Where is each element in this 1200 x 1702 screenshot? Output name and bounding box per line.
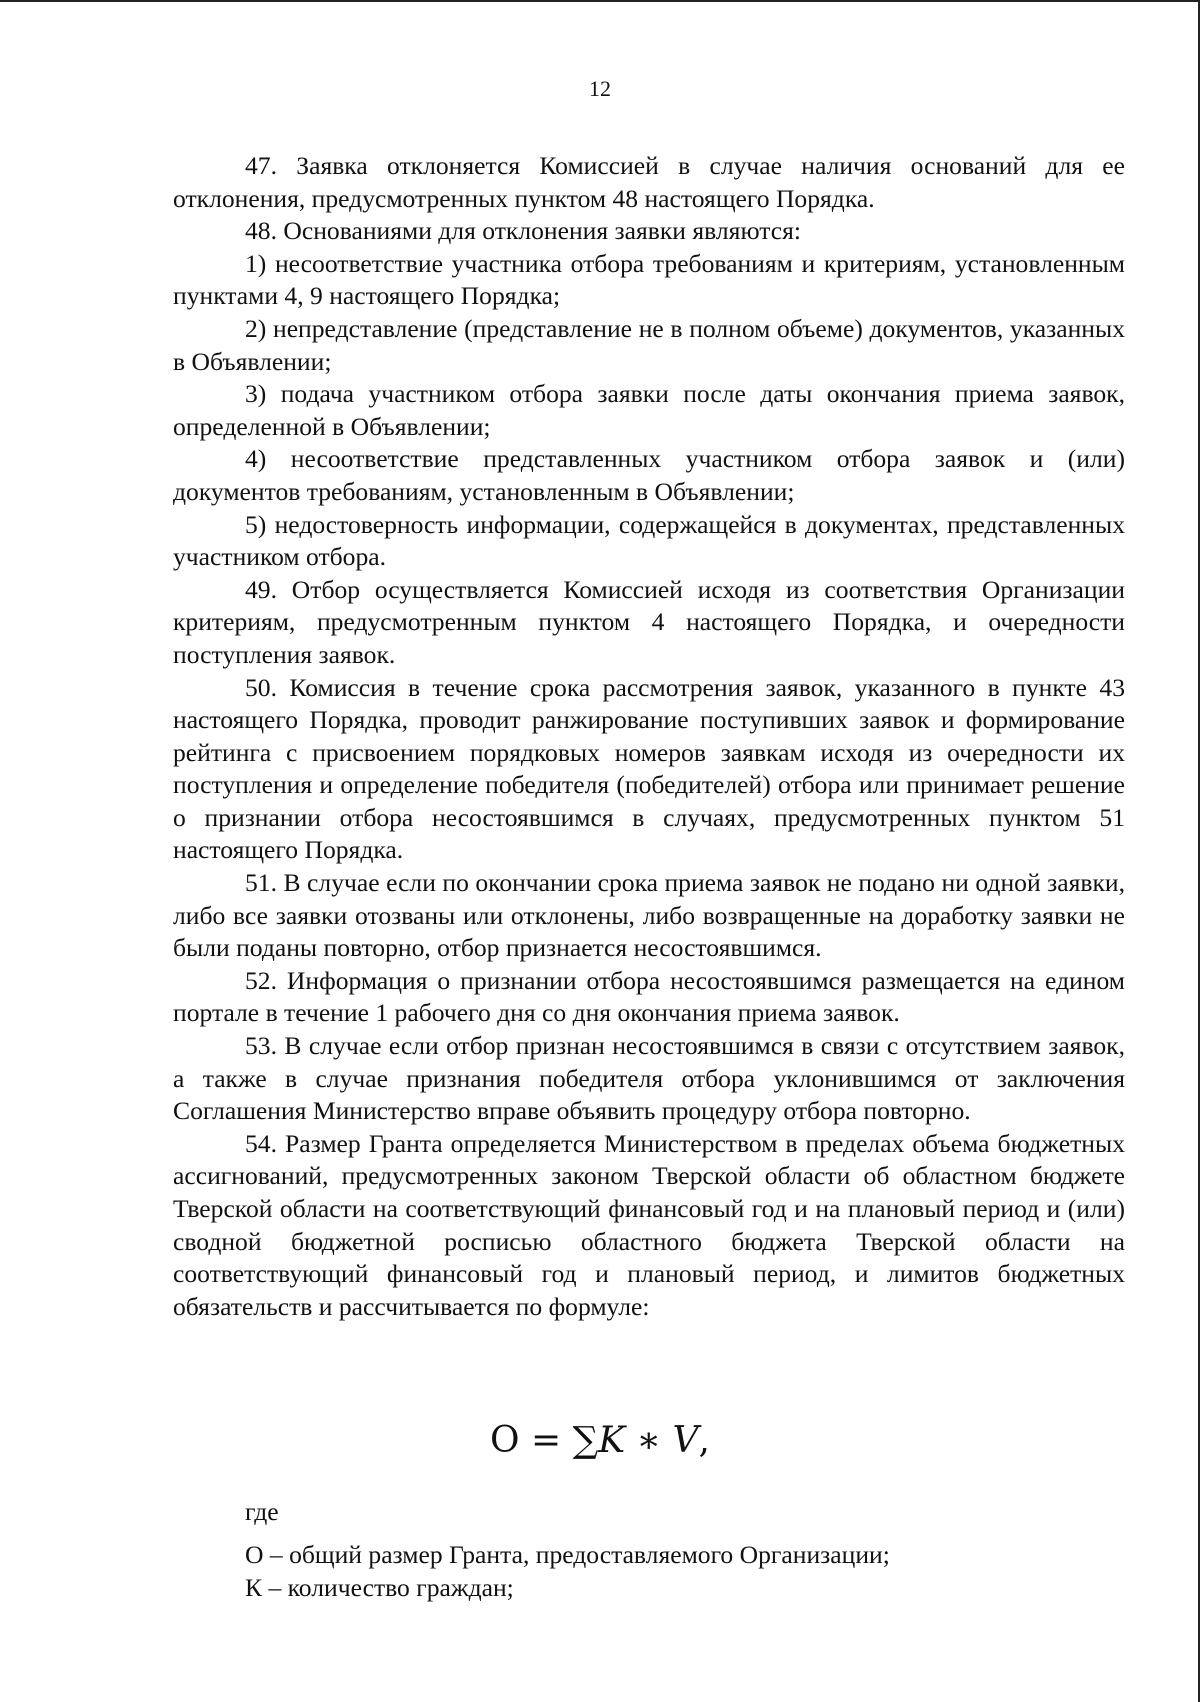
- grant-formula: [0, 1420, 1200, 1461]
- paragraph-50: 50. Комиссия в течение срока рассмотрения заявок, указанного в пункте 43 настоящего Порядка, проводит ранжирование поступивших заявок и формирование рейтинга с присвоением порядковых номеров заявкам исходя из очередности их поступления и определение победителя (победителей) отбора или принимает решение о признании отбора несостоявшимся в случаях, предусмотренных пунктом 51 настоящего Порядка.: [173, 672, 1125, 865]
- formula-tail: ,: [698, 1420, 710, 1461]
- document-body: [173, 150, 1125, 1323]
- formula-v: V: [672, 1420, 699, 1461]
- legend-where: где: [245, 1497, 279, 1526]
- list-item-4: 4) несоответствие представленных участником отбора заявок и (или) документов требованиям, установленным в Объявлении;: [173, 444, 1125, 506]
- paragraph-53: 53. В случае если отбор признан несостоявшимся в связи с отсутствием заявок, а также в случае признания победителя отбора уклонившимся от заключения Соглашения Министерство вправе объявить процедуру отбора повторно.: [173, 1031, 1125, 1126]
- paragraph-49: 49. Отбор осуществляется Комиссией исходя из соответствия Организации критериям, предусмотренным пунктом 4 настоящего Порядка, и очередности поступления заявок.: [173, 574, 1125, 669]
- paragraph-54: 54. Размер Гранта определяется Министерством в пределах объема бюджетных ассигнований, предусмотренных законом Тверской области об областном бюджете Тверской области на соответствующий финансовый год и на плановый период и (или) сводной бюджетной росписью областного бюджета Тверской области на соответствующий финансовый год и плановый период, и лимитов бюджетных обязательств и рассчитывается по формуле:: [173, 1128, 1125, 1321]
- formula-multiply: ∗: [625, 1420, 673, 1461]
- list-item-2: 2) непредставление (представление не в полном объеме) документов, указанных в Объявлении;: [173, 313, 1125, 376]
- formula-equals-sum: = ∑: [519, 1420, 599, 1461]
- page-number: 12: [589, 76, 611, 101]
- paragraph-48: 48. Основаниями для отклонения заявки являются:: [245, 216, 801, 246]
- list-item-3: 3) подача участником отбора заявки после даты окончания приема заявок, определенной в Объявлении;: [173, 379, 1125, 441]
- scan-edge-top: [0, 0, 1200, 2]
- paragraph-47: 47. Заявка отклоняется Комиссией в случае наличия оснований для ее отклонения, предусмотренных пунктом 48 настоящего Порядка.: [173, 151, 1125, 213]
- formula-lhs: O: [490, 1420, 520, 1461]
- legend-item-k: К – количество граждан;: [245, 1573, 514, 1602]
- paragraph-51: 51. В случае если по окончании срока приема заявок не подано ни одной заявки, либо все заявки отозваны или отклонены, либо возвращенные на доработку заявки не были поданы повторно, отбор признается несостоявшимся.: [173, 868, 1125, 963]
- list-item-1: 1) несоответствие участника отбора требованиям и критериям, установленным пунктами 4, 9 настоящего Порядка;: [173, 248, 1125, 311]
- paragraph-52: 52. Информация о признании отбора несостоявшимся размещается на едином портале в течение 1 рабочего дня со дня окончания приема заявок.: [173, 965, 1125, 1028]
- legend-item-o: О – общий размер Гранта, предоставляемого Организации;: [245, 1540, 890, 1569]
- formula-k: K: [598, 1420, 626, 1461]
- formula-legend: [245, 1495, 1125, 1604]
- list-item-5: 5) недостоверность информации, содержащейся в документах, представленных участником отбора.: [173, 509, 1125, 572]
